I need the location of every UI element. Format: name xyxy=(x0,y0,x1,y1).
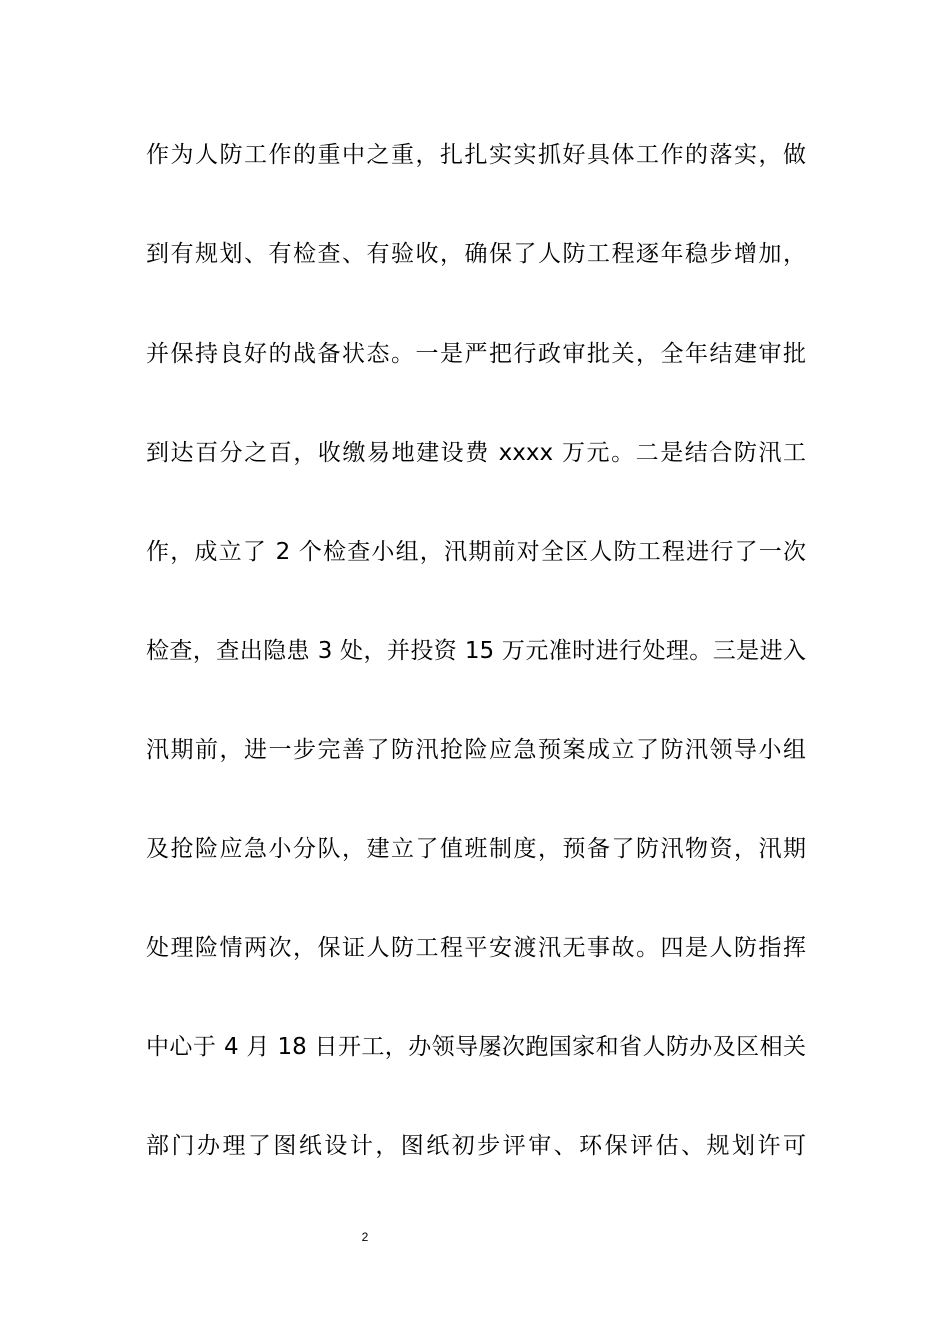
body-text-line: 检查，查出隐患 3 处，并投资 15 万元准时进行处理。三是进入 xyxy=(146,638,806,664)
body-text-line: 作，成立了 2 个检查小组，汛期前对全区人防工程进行了一次 xyxy=(146,539,806,565)
body-text-line: 到有规划、有检查、有验收，确保了人防工程逐年稳步增加， xyxy=(146,241,806,267)
body-text-line: 部门办理了图纸设计，图纸初步评审、环保评估、规划许可 xyxy=(146,1133,806,1159)
body-text-line: 处理险情两次，保证人防工程平安渡汛无事故。四是人防指挥 xyxy=(146,935,806,961)
page-number: 2 xyxy=(361,1230,369,1244)
body-text-line: 作为人防工作的重中之重，扎扎实实抓好具体工作的落实，做 xyxy=(146,142,806,168)
body-text-line: 并保持良好的战备状态。一是严把行政审批关，全年结建审批 xyxy=(146,341,806,367)
body-text-line: 到达百分之百，收缴易地建设费 xxxx 万元。二是结合防汛工 xyxy=(146,440,806,466)
body-text-line: 中心于 4 月 18 日开工，办领导屡次跑国家和省人防办及区相关 xyxy=(146,1034,806,1060)
body-text-line: 及抢险应急小分队，建立了值班制度，预备了防汛物资，汛期 xyxy=(146,836,806,862)
body-text-line: 汛期前，进一步完善了防汛抢险应急预案成立了防汛领导小组 xyxy=(146,737,806,763)
